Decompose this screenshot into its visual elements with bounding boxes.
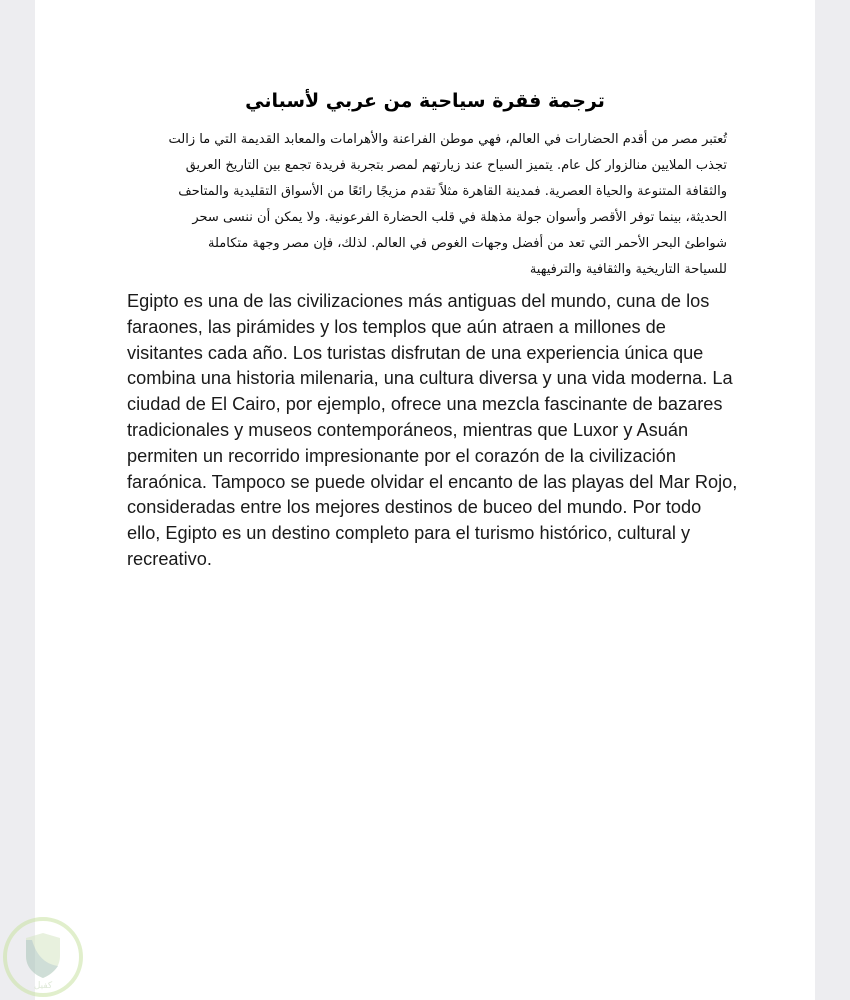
document-page — [35, 0, 815, 1000]
arabic-line: والثقافة المتنوعة والحياة العصرية. فمدينة القاهرة مثلاً تقدم مزيجًا رائعًا من الأسواق التقليدية والمتاحف — [178, 184, 727, 199]
spanish-line: consideradas entre los mejores destinos de buceo del mundo. Por todo — [127, 497, 702, 518]
page-title: ترجمة فقرة سياحية من عربي لأسباني — [245, 90, 605, 112]
arabic-line: شواطئ البحر الأحمر التي تعد من أفضل وجهات الغوص في العالم. لذلك، فإن مصر وجهة متكاملة — [208, 236, 727, 251]
spanish-line: faraónica. Tampoco se puede olvidar el encanto de las playas del Mar Rojo, — [127, 471, 738, 492]
spanish-line: Egipto es una de las civilizaciones más antiguas del mundo, cuna de los — [127, 291, 710, 311]
spanish-line: tradicionales y museos contemporáneos, mientras que Luxor y Asuán — [127, 419, 689, 440]
arabic-paragraph — [125, 127, 727, 283]
spanish-line: ciudad de El Cairo, por ejemplo, ofrece una mezcla fascinante de bazares — [127, 394, 723, 415]
spanish-line: recreativo. — [127, 548, 212, 569]
arabic-line: تجذب الملايين منالزوار كل عام. يتميز السياح عند زيارتهم لمصر بتجربة فريدة تجمع بين التاريخ العريق — [185, 158, 727, 173]
spanish-line: permiten un recorrido impresionante por el corazón de la civilización — [127, 445, 676, 466]
arabic-line: تُعتبر مصر من أقدم الحضارات في العالم، فهي موطن الفراعنة والأهرامات والمعابد القديمة التي ما زالت — [168, 132, 727, 147]
watermark-logo — [2, 916, 84, 998]
arabic-line: للسياحة التاريخية والثقافية والترفيهية — [529, 262, 727, 277]
spanish-line: faraones, las pirámides y los templos que aún atraen a millones de — [127, 316, 666, 337]
watermark-text: كفيل — [33, 981, 53, 991]
spanish-paragraph — [127, 289, 737, 573]
spanish-line: ello, Egipto es un destino completo para el turismo histórico, cultural y — [127, 523, 691, 544]
spanish-line: combina una historia milenaria, una cultura diversa y una vida moderna. La — [127, 368, 733, 389]
spanish-line: visitantes cada año. Los turistas disfrutan de una experiencia única que — [127, 342, 704, 363]
arabic-line: الحديثة، بينما توفر الأقصر وأسوان جولة مذهلة في قلب الحضارة الفرعونية. ولا يمكن أن ننسى سحر — [192, 210, 727, 225]
